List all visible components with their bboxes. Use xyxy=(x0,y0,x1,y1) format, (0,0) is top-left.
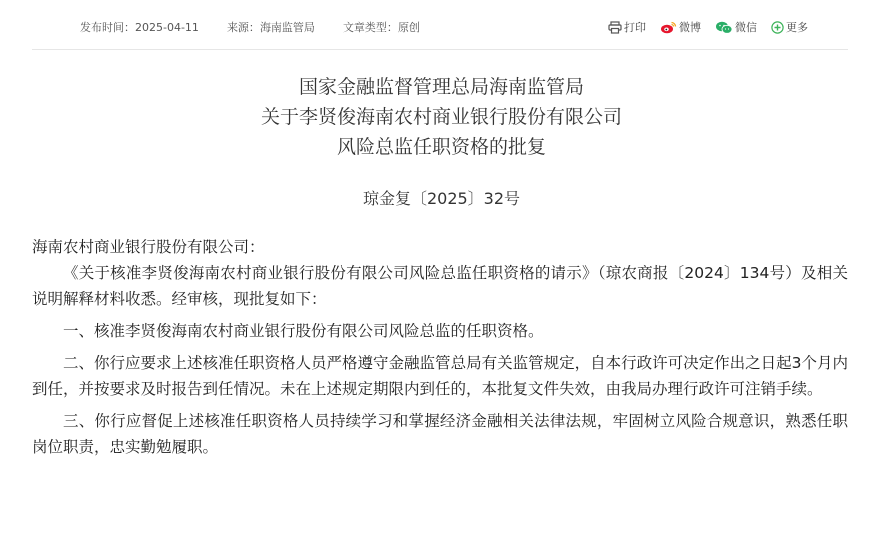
weibo-icon xyxy=(660,21,677,34)
plus-circle-icon xyxy=(771,21,784,34)
meta-bar xyxy=(32,0,848,50)
title-line-1: 国家金融监督管理总局海南监管局 xyxy=(298,76,584,98)
paragraph-2: 一、核准李贤俊海南农村商业银行股份有限公司风险总监的任职资格。 xyxy=(63,322,544,340)
more-share-button[interactable] xyxy=(771,19,808,35)
title-line-2: 关于李贤俊海南农村商业银行股份有限公司 xyxy=(260,106,622,128)
article-type-value: 原创 xyxy=(397,21,420,34)
publish-time xyxy=(80,21,199,34)
salutation: 海南农村商业银行股份有限公司： xyxy=(32,238,265,256)
more-label: 更多 xyxy=(786,21,808,34)
paragraph-3: 二、你行应要求上述核准任职资格人员严格遵守金融监管总局有关监管规定，自本行政许可决定作出之日起3个月内到任，并按要求及时报告到任情况。未在上述规定期限内到任的，本批复文件失效，由我局办理行政许可注销手续。 xyxy=(32,354,848,398)
article-type-label: 文章类型： xyxy=(342,21,398,34)
source-label: 来源： xyxy=(226,21,260,34)
printer-icon xyxy=(608,21,622,34)
share-toolbar xyxy=(608,19,808,35)
paragraph-4: 三、你行应督促上述核准任职资格人员持续学习和掌握经济金融相关法律法规，牢固树立风险合规意识，熟悉任职岗位职责，忠实勤勉履职。 xyxy=(32,412,848,456)
paragraph-1: 《关于核准李贤俊海南农村商业银行股份有限公司风险总监任职资格的请示》（琼农商报〔2024〕134号）及相关说明解释材料收悉。经审核，现批复如下： xyxy=(32,264,848,308)
weibo-label: 微博 xyxy=(679,21,701,34)
source-value: 海南监管局 xyxy=(259,21,315,34)
article-meta xyxy=(80,19,444,35)
document-number: 琼金复〔2025〕32号 xyxy=(362,189,521,208)
source xyxy=(227,21,315,34)
print-label: 打印 xyxy=(624,21,646,34)
publish-time-value: 2025-04-11 xyxy=(135,21,199,34)
wechat-label: 微信 xyxy=(735,21,757,34)
wechat-share-button[interactable] xyxy=(715,19,757,35)
title-line-3: 风险总监任职资格的批复 xyxy=(336,136,546,158)
print-button[interactable] xyxy=(608,19,646,35)
document-body xyxy=(32,234,848,466)
article-type xyxy=(343,21,420,34)
publish-time-label: 发布时间： xyxy=(80,21,135,34)
wechat-icon xyxy=(715,21,733,34)
weibo-share-button[interactable] xyxy=(660,19,701,35)
